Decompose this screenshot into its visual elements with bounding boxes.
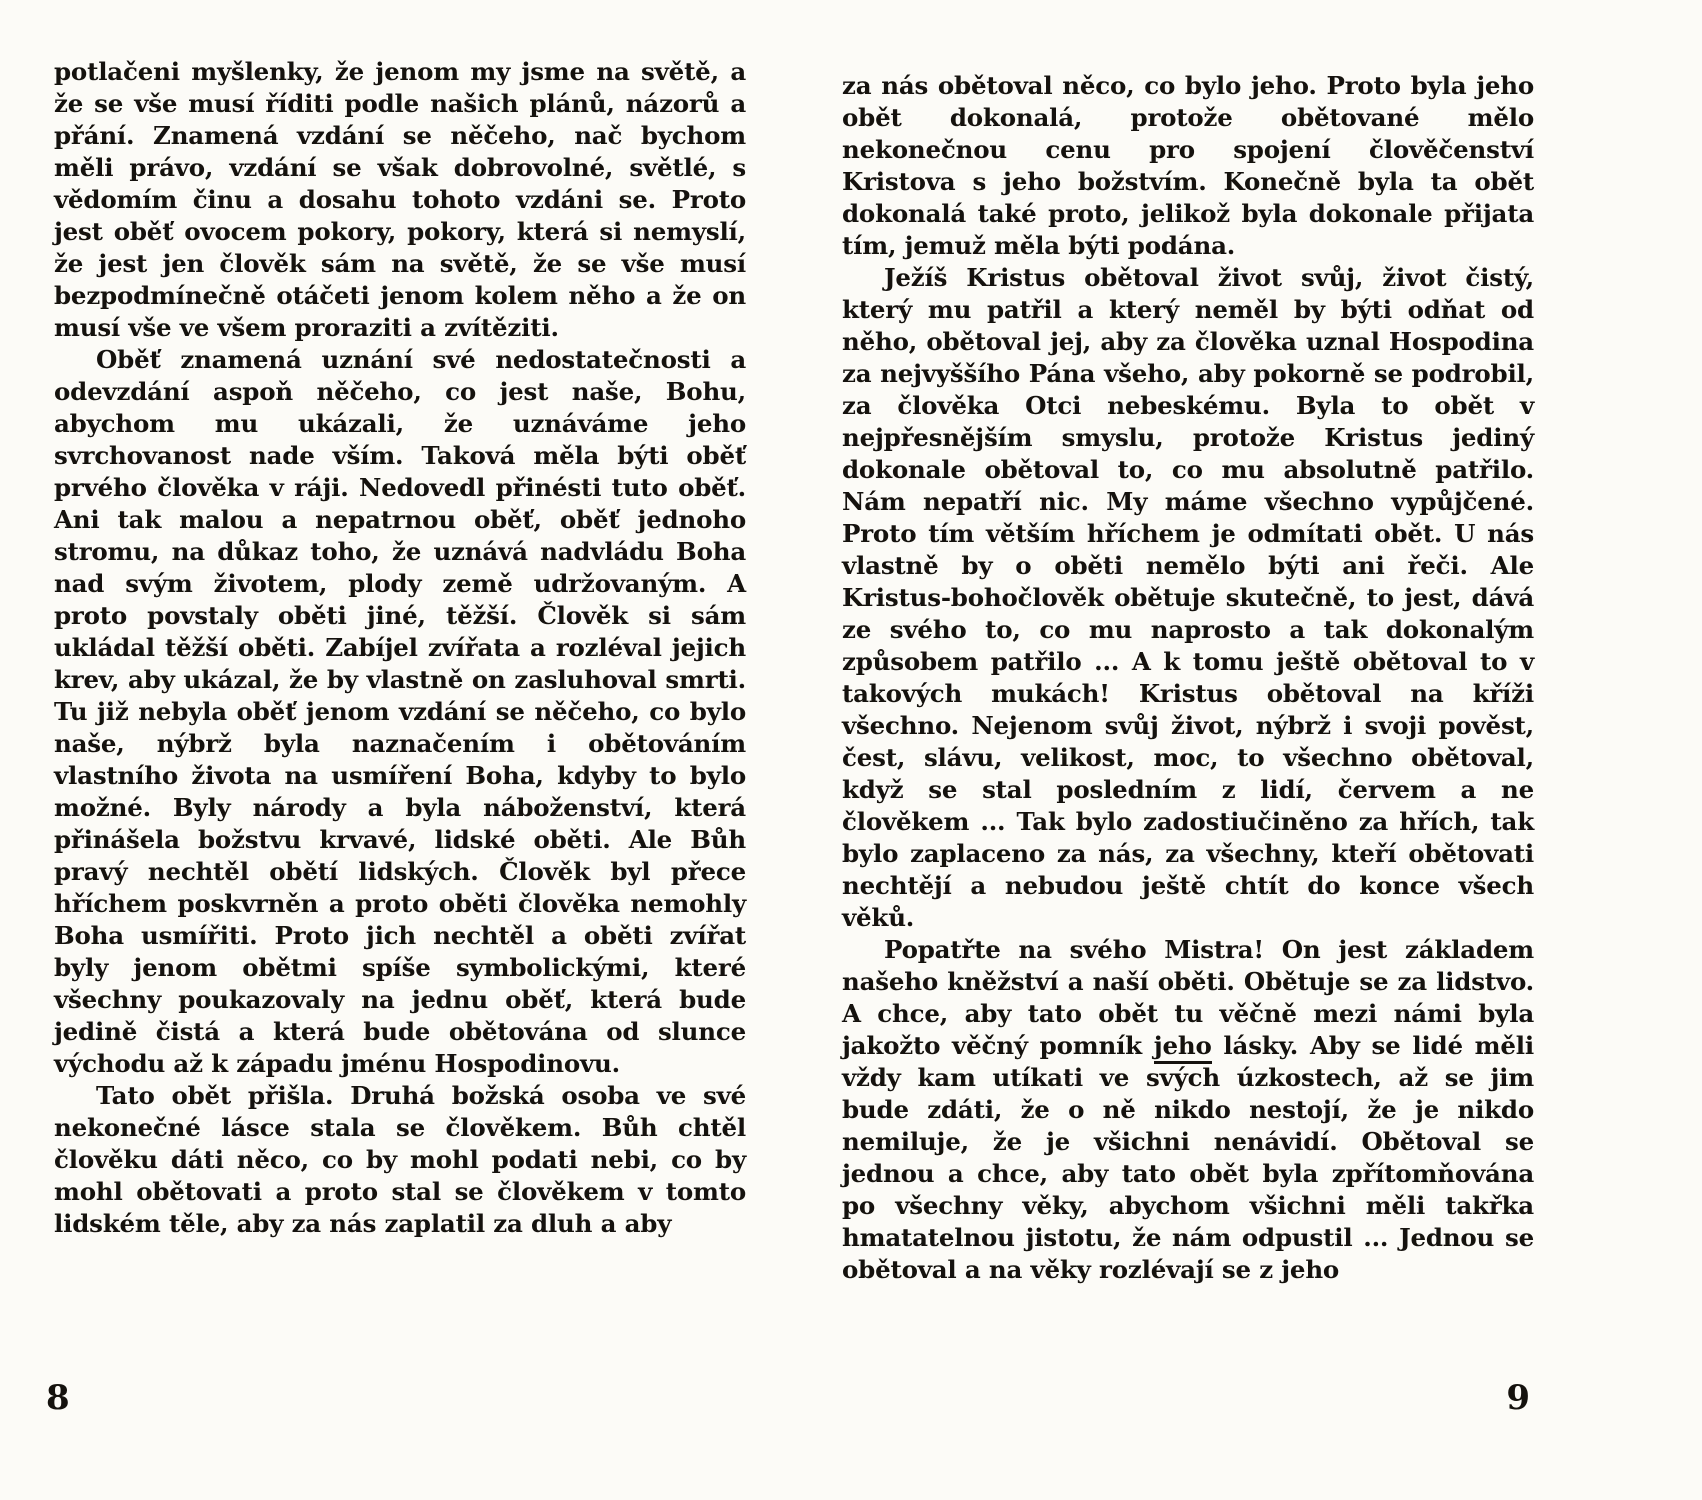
paragraph: Oběť znamená uznání své nedostatečnosti a odevzdání aspoň něčeho, co jest naše, Bohu, abychom mu ukázali, že uznáváme jeho svrchovanost nade vším. Taková měla býti oběť prvého člověka v ráji. Nedovedl přinésti tuto oběť. Ani tak malou a nepatrnou oběť, oběť jednoho stromu, na důkaz toho, že uznává nadvládu Boha nad svým životem, plody země udržovaným. A proto povstaly oběti jiné, těžší. Člověk si sám ukládal těžší oběti. Zabíjel zvířata a rozléval jejich krev, aby ukázal, že by vlastně on zasluhoval smrti. Tu již nebyla oběť jenom vzdání se něčeho, co bylo naše, nýbrž byla naznačením i obětováním vlastního života na usmíření Boha, kdyby to bylo možné. Byly národy a byla náboženství, která přinášela božstvu krvavé, lidské oběti. Ale Bůh pravý nechtěl obětí lidských. Člověk byl přece hříchem poskvrněn a proto oběti člověka nemohly Boha usmířiti. Proto jich nechtěl a oběti zvířat byly jenom obětmi spíše symbolickými, které všechny poukazovaly na jednu oběť, která bude jedině čistá a která bude obětována od slunce východu až k západu jménu Hospodinovu. xyxy=(54,345,746,1078)
page-right xyxy=(842,56,1534,1448)
underlined-word: jeho xyxy=(1154,1031,1212,1064)
page-right-text xyxy=(842,56,1534,1286)
paragraph: Ježíš Kristus obětoval život svůj, život čistý, který mu patřil a který neměl by býti odňat od něho, obětoval jej, aby za člověka uznal Hospodina za nejvyššího Pána všeho, aby pokorně se podrobil, za člověka Otci nebeskému. Byla to obět v nejpřesnějším smyslu, protože Kristus jediný dokonale obětoval to, co mu absolutně patřilo. Nám nepatří nic. My máme všechno vypůjčené. Proto tím větším hříchem je odmítati obět. U nás vlastně by o oběti nemělo býti ani řeči. Ale Kristus-bohočlověk obětuje skutečně, to jest, dává ze svého to, co mu naprosto a tak dokonalým způsobem patřilo ... A k tomu ještě obětoval to v takových mukách! Kristus obětoval na kříži všechno. Nejenom svůj život, nýbrž i svoji pověst, čest, slávu, velikost, moc, to všechno obětoval, když se stal posledním z lidí, červem a ne člověkem ... Tak bylo zadostiučiněno za hřích, tak bylo zaplaceno za nás, za všechny, kteří obětovati nechtějí a nebudou ještě chtít do konce všech věků. xyxy=(842,263,1534,932)
page-number-right: 9 xyxy=(1506,1378,1530,1418)
paragraph: za nás obětoval něco, co bylo jeho. Proto byla jeho obět dokonalá, protože obětované mělo nekonečnou cenu pro spojení člověčenství Kristova s jeho božstvím. Konečně byla ta obět dokonalá také proto, jelikož byla dokonale přijata tím, jemuž měla býti podána. xyxy=(842,71,1534,260)
paragraph: potlačeni myšlenky, že jenom my jsme na světě, a že se vše musí říditi podle našich plánů, názorů a přání. Znamená vzdání se něčeho, nač bychom měli právo, vzdání se však dobrovolné, světlé, s vědomím činu a dosahu tohoto vzdáni se. Proto jest oběť ovocem pokory, pokory, která si nemyslí, že jest jen člověk sám na světě, že se vše musí bezpodmínečně otáčeti jenom kolem něho a že on musí vše ve všem proraziti a zvítěziti. xyxy=(54,57,746,342)
paragraph xyxy=(842,934,1534,1286)
paragraph-segment: Popatřte na svého Mistra! On jest základem našeho kněžství a naší oběti. Obětuje se za lidstvo. A chce, aby tato obět tu věčně mezi námi byla jakožto věčný pomník xyxy=(842,935,1534,1060)
page-left xyxy=(46,56,746,1448)
page-number-left: 8 xyxy=(46,1378,70,1418)
page-left-text xyxy=(54,56,746,1240)
paragraph: Tato obět přišla. Druhá božská osoba ve své nekonečné lásce stala se člověkem. Bůh chtěl člověku dáti něco, co by mohl podati nebi, co by mohl obětovati a proto stal se člověkem v tomto lidském těle, aby za nás zaplatil za dluh a aby xyxy=(54,1081,746,1238)
paragraph-segment: lásky. Aby se lidé měli vždy kam utíkati ve svých úzkostech, až se jim bude zdáti, že o ně nikdo nestojí, že je nikdo nemiluje, že je všichni nenávidí. Obětoval se jednou a chce, aby tato obět byla zpřítomňována po všechny věky, abychom všichni měli takřka hmatatelnou jistotu, že nám odpustil ... Jednou se obětoval a na věky rozlévají se z jeho xyxy=(842,1031,1535,1284)
